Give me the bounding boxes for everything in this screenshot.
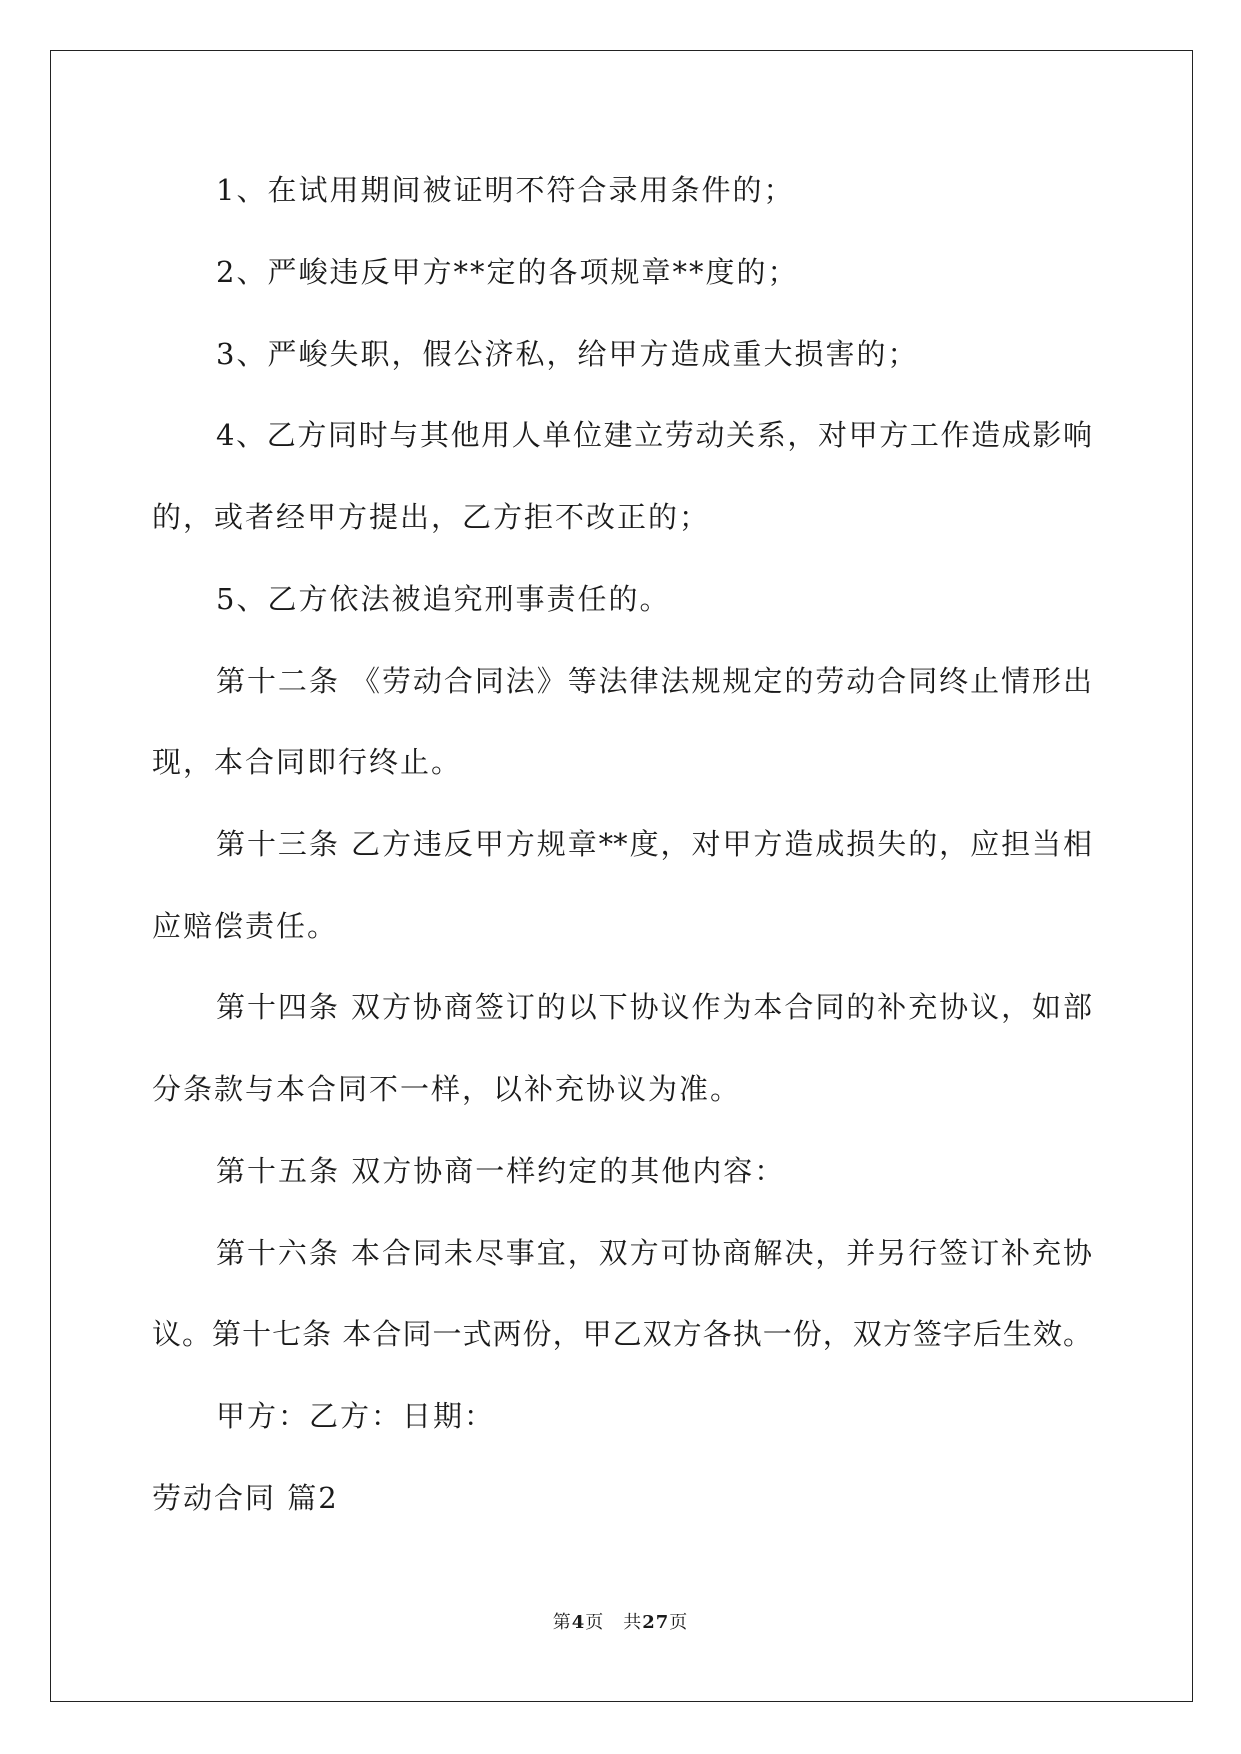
- paragraph-line: 议。第十七条 本合同一式两份，甲乙双方各执一份，双方签字后生效。: [152, 1317, 1092, 1351]
- paragraph-line: 5、乙方依法被追究刑事责任的。: [216, 582, 671, 616]
- paragraph-line: 甲方：乙方：日期：: [216, 1399, 496, 1433]
- paragraph-line: 1、在试用期间被证明不符合录用条件的；: [216, 173, 795, 207]
- section-heading: 劳动合同 篇2: [152, 1481, 339, 1515]
- paragraph-line: 3、严峻失职，假公济私，给甲方造成重大损害的；: [216, 337, 919, 371]
- paragraph-line: 第十二条 《劳动合同法》等法律法规规定的劳动合同终止情形出: [216, 664, 1092, 698]
- paragraph-line: 的，或者经甲方提出，乙方拒不改正的；: [152, 500, 711, 534]
- footer-middle: 页 共: [585, 1612, 643, 1633]
- paragraph-line: 4、乙方同时与其他用人单位建立劳动关系，对甲方工作造成影响: [216, 418, 1092, 452]
- page-footer: [0, 1608, 1241, 1634]
- paragraph-line: 分条款与本合同不一样，以补充协议为准。: [152, 1072, 742, 1106]
- paragraph-line: 2、严峻违反甲方**定的各项规章**度的；: [216, 255, 799, 289]
- current-page-number: 4: [571, 1612, 586, 1633]
- paragraph-line: 第十六条 本合同未尽事宜，双方可协商解决，并另行签订补充协: [216, 1236, 1092, 1270]
- total-page-count: 27: [642, 1612, 670, 1633]
- paragraph-line: 应赔偿责任。: [152, 909, 339, 943]
- paragraph-line: 第十三条 乙方违反甲方规章**度，对甲方造成损失的，应担当相: [216, 827, 1092, 861]
- paragraph-line: 第十五条 双方协商一样约定的其他内容：: [216, 1154, 786, 1188]
- paragraph-line: 现，本合同即行终止。: [152, 745, 463, 779]
- footer-suffix: 页: [669, 1612, 689, 1633]
- page-border: [50, 50, 1193, 1702]
- paragraph-line: 第十四条 双方协商签订的以下协议作为本合同的补充协议，如部: [216, 990, 1092, 1024]
- footer-prefix: 第: [552, 1612, 572, 1633]
